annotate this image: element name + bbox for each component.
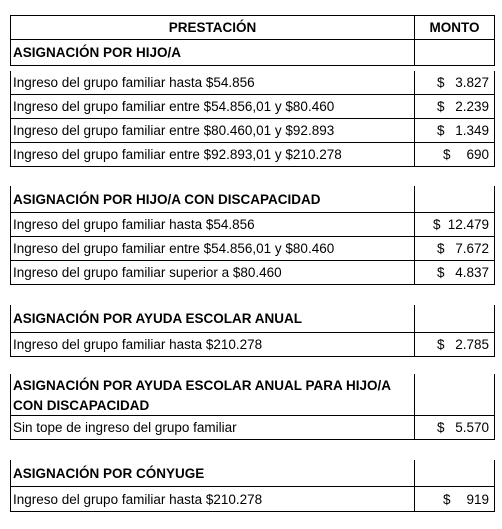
row-label: Ingreso del grupo familiar hasta $210.278	[13, 491, 263, 507]
row-label: Ingreso del grupo familiar entre $80.460,01 y $92.893	[13, 123, 335, 138]
amount-value: 7.672	[455, 241, 489, 256]
row-label: Ingreso del grupo familiar entre $54.856,01 y $80.460	[13, 99, 335, 114]
section-amount-empty	[414, 186, 494, 212]
amount-value: 919	[466, 491, 489, 507]
row-label: Ingreso del grupo familiar hasta $54.856	[13, 75, 255, 90]
section-amount-empty	[414, 460, 494, 486]
table-row	[10, 261, 495, 285]
row-amount	[414, 487, 494, 511]
table-row	[10, 143, 495, 167]
header-monto: MONTO	[414, 16, 494, 39]
currency-symbol: $	[437, 337, 445, 352]
table-row	[10, 333, 495, 357]
section-title: ASIGNACIÓN POR CÓNYUGE	[13, 465, 205, 481]
table-row	[10, 119, 495, 143]
currency-symbol: $	[443, 147, 451, 162]
section-title	[11, 374, 414, 415]
section-title: ASIGNACIÓN POR HIJO/A CON DISCAPACIDAD	[13, 191, 321, 207]
table-header-row	[10, 15, 495, 40]
amount-value: 2.785	[455, 337, 489, 352]
section-title: ASIGNACIÓN POR AYUDA ESCOLAR ANUAL	[13, 311, 303, 326]
section-amount-empty	[414, 305, 494, 332]
row-amount	[414, 333, 494, 356]
currency-symbol: $	[437, 265, 445, 280]
section-title-line: ASIGNACIÓN POR AYUDA ESCOLAR ANUAL PARA HIJO/A	[13, 378, 392, 393]
row-label: Sin tope de ingreso del grupo familiar	[13, 420, 237, 435]
row-amount	[414, 261, 494, 284]
amount-value: 1.349	[455, 123, 489, 138]
currency-symbol: $	[437, 75, 445, 90]
section-title-row	[10, 374, 495, 416]
currency-symbol: $	[443, 491, 451, 507]
section-title-line: CON DISCAPACIDAD	[13, 398, 150, 413]
amount-value: 2.239	[455, 99, 489, 114]
amount-value: 5.570	[455, 420, 489, 435]
currency-symbol: $	[437, 99, 445, 114]
currency-symbol: $	[437, 123, 445, 138]
row-amount	[414, 119, 494, 142]
section-amount-empty	[414, 374, 494, 415]
row-label: Ingreso del grupo familiar entre $54.856,01 y $80.460	[13, 241, 335, 256]
amount-value: 690	[466, 147, 489, 162]
amount-value: 12.479	[447, 217, 489, 232]
section-title-row	[10, 460, 495, 487]
amount-value: 3.827	[455, 75, 489, 90]
currency-symbol: $	[437, 420, 445, 435]
amount-value: 4.837	[455, 265, 489, 280]
section-title-row	[10, 186, 495, 213]
row-amount	[414, 237, 494, 260]
table-row	[10, 237, 495, 261]
header-prestacion: PRESTACIÓN	[168, 20, 257, 35]
section-title: ASIGNACIÓN POR HIJO/A	[13, 45, 182, 60]
row-amount	[414, 71, 494, 94]
row-label: Ingreso del grupo familiar hasta $54.856	[13, 217, 255, 232]
currency-symbol: $	[433, 217, 441, 232]
row-amount	[414, 95, 494, 118]
row-label: Ingreso del grupo familiar superior a $80.460	[13, 265, 282, 280]
row-label: Ingreso del grupo familiar entre $92.893,01 y $210.278	[13, 147, 342, 162]
section-amount-empty	[414, 40, 494, 65]
section-title-row	[10, 305, 495, 333]
table-row	[10, 487, 495, 512]
row-amount	[414, 143, 494, 166]
row-label: Ingreso del grupo familiar hasta $210.278	[13, 337, 263, 352]
table-row	[10, 213, 495, 237]
table-row	[10, 71, 495, 95]
row-amount	[414, 213, 494, 236]
table-row	[10, 95, 495, 119]
section-title-row	[10, 40, 495, 66]
currency-symbol: $	[437, 241, 445, 256]
row-amount	[414, 416, 494, 439]
table-row	[10, 416, 495, 440]
